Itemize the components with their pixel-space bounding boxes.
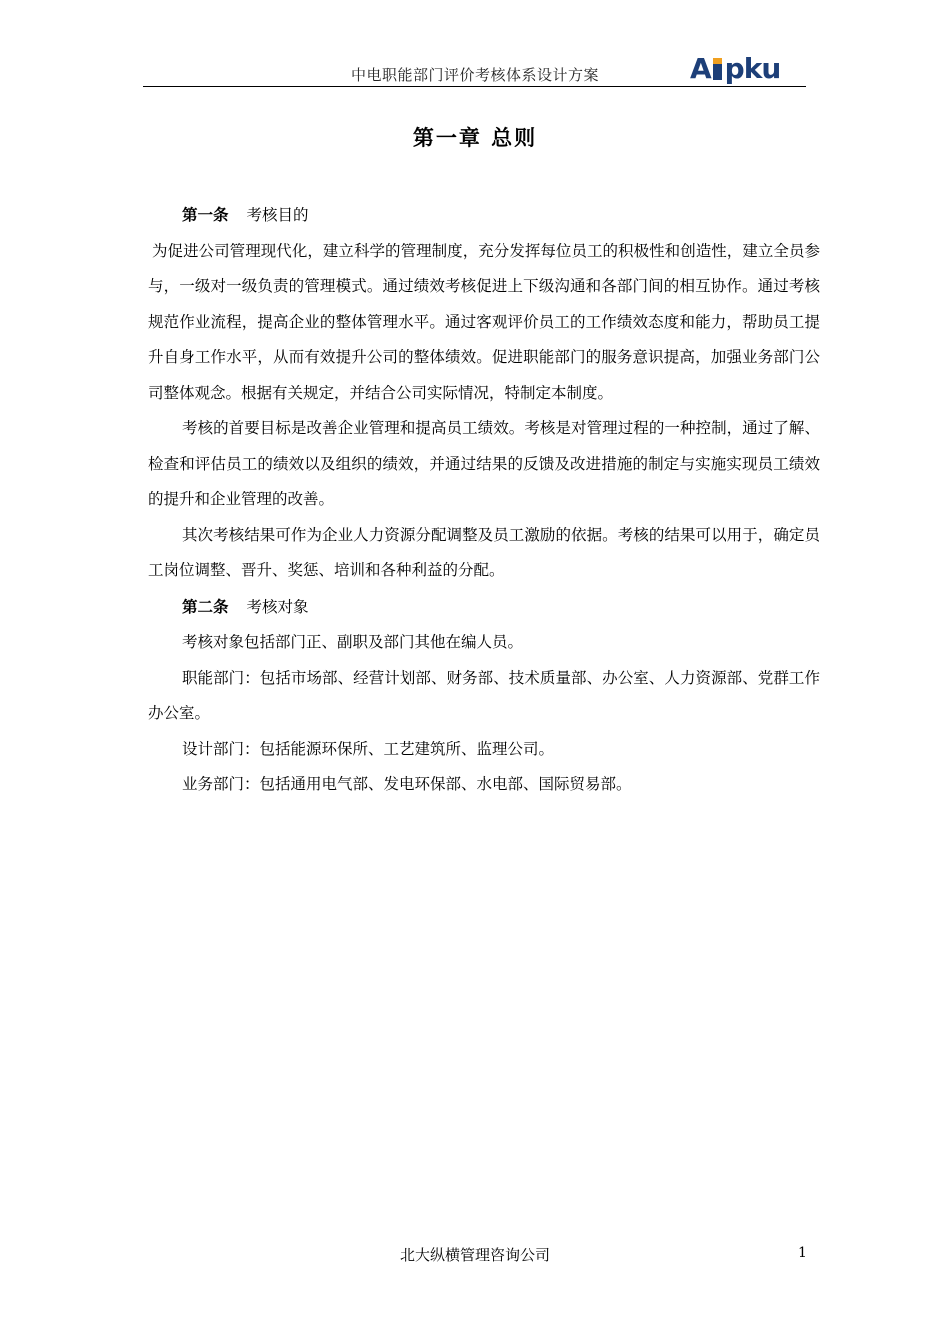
document-body xyxy=(148,197,820,803)
article-2-paragraph-4: 业务部门：包括通用电气部、发电环保部、水电部、国际贸易部。 xyxy=(182,775,632,793)
article-1-title: 考核目的 xyxy=(246,206,309,224)
article-2-paragraph-1: 考核对象包括部门正、副职及部门其他在编人员。 xyxy=(182,633,524,651)
footer-company: 北大纵横管理咨询公司 xyxy=(399,1246,550,1264)
article-2-paragraph-2: 职能部门：包括市场部、经营计划部、财务部、技术质量部、办公室、人力资源部、党群工作办公室。 xyxy=(148,668,820,722)
article-1-paragraph-2: 考核的首要目标是改善企业管理和提高员工绩效。考核是对管理过程的一种控制，通过了解、检查和评估员工的绩效以及组织的绩效，并通过结果的反馈及改进措施的制定与实施实现员工绩效的提升和企业管理的改善。 xyxy=(148,419,820,508)
logo-mark-icon xyxy=(713,58,722,80)
article-1-paragraph-3: 其次考核结果可作为企业人力资源分配调整及员工激励的依据。考核的结果可以用于，确定员工岗位调整、晋升、奖惩、培训和各种利益的分配。 xyxy=(148,525,820,579)
company-logo xyxy=(690,52,780,84)
logo-text-left: A xyxy=(690,51,711,85)
chapter-title: 第一章 总则 xyxy=(412,125,538,150)
header-divider xyxy=(143,86,806,87)
article-1-heading xyxy=(148,197,820,234)
article-2-paragraph-3: 设计部门：包括能源环保所、工艺建筑所、监理公司。 xyxy=(182,739,555,758)
article-2-number: 第二条 xyxy=(182,596,229,616)
header-title: 中电职能部门评价考核体系设计方案 xyxy=(350,66,599,84)
article-2-heading xyxy=(148,589,820,626)
article-2-title: 考核对象 xyxy=(246,597,309,616)
article-1-number: 第一条 xyxy=(182,205,229,224)
article-1-paragraph-1: 为促进公司管理现代化，建立科学的管理制度，充分发挥每位员工的积极性和创造性，建立全员参与，一级对一级负责的管理模式。通过绩效考核促进上下级沟通和各部门间的相互协作。通过考核规范作业流程，提高企业的整体管理水平。通过客观评价员工的工作绩效态度和能力，帮助员工提升自身工作水平，从而有效提升公司的整体绩效。促进职能部门的服务意识提高，加强业务部门公司整体观念。根据有关规定，并结合公司实际情况，特制定本制度。 xyxy=(148,241,820,402)
page-number: 1 xyxy=(798,1245,807,1261)
logo-text-right: pku xyxy=(724,51,781,85)
